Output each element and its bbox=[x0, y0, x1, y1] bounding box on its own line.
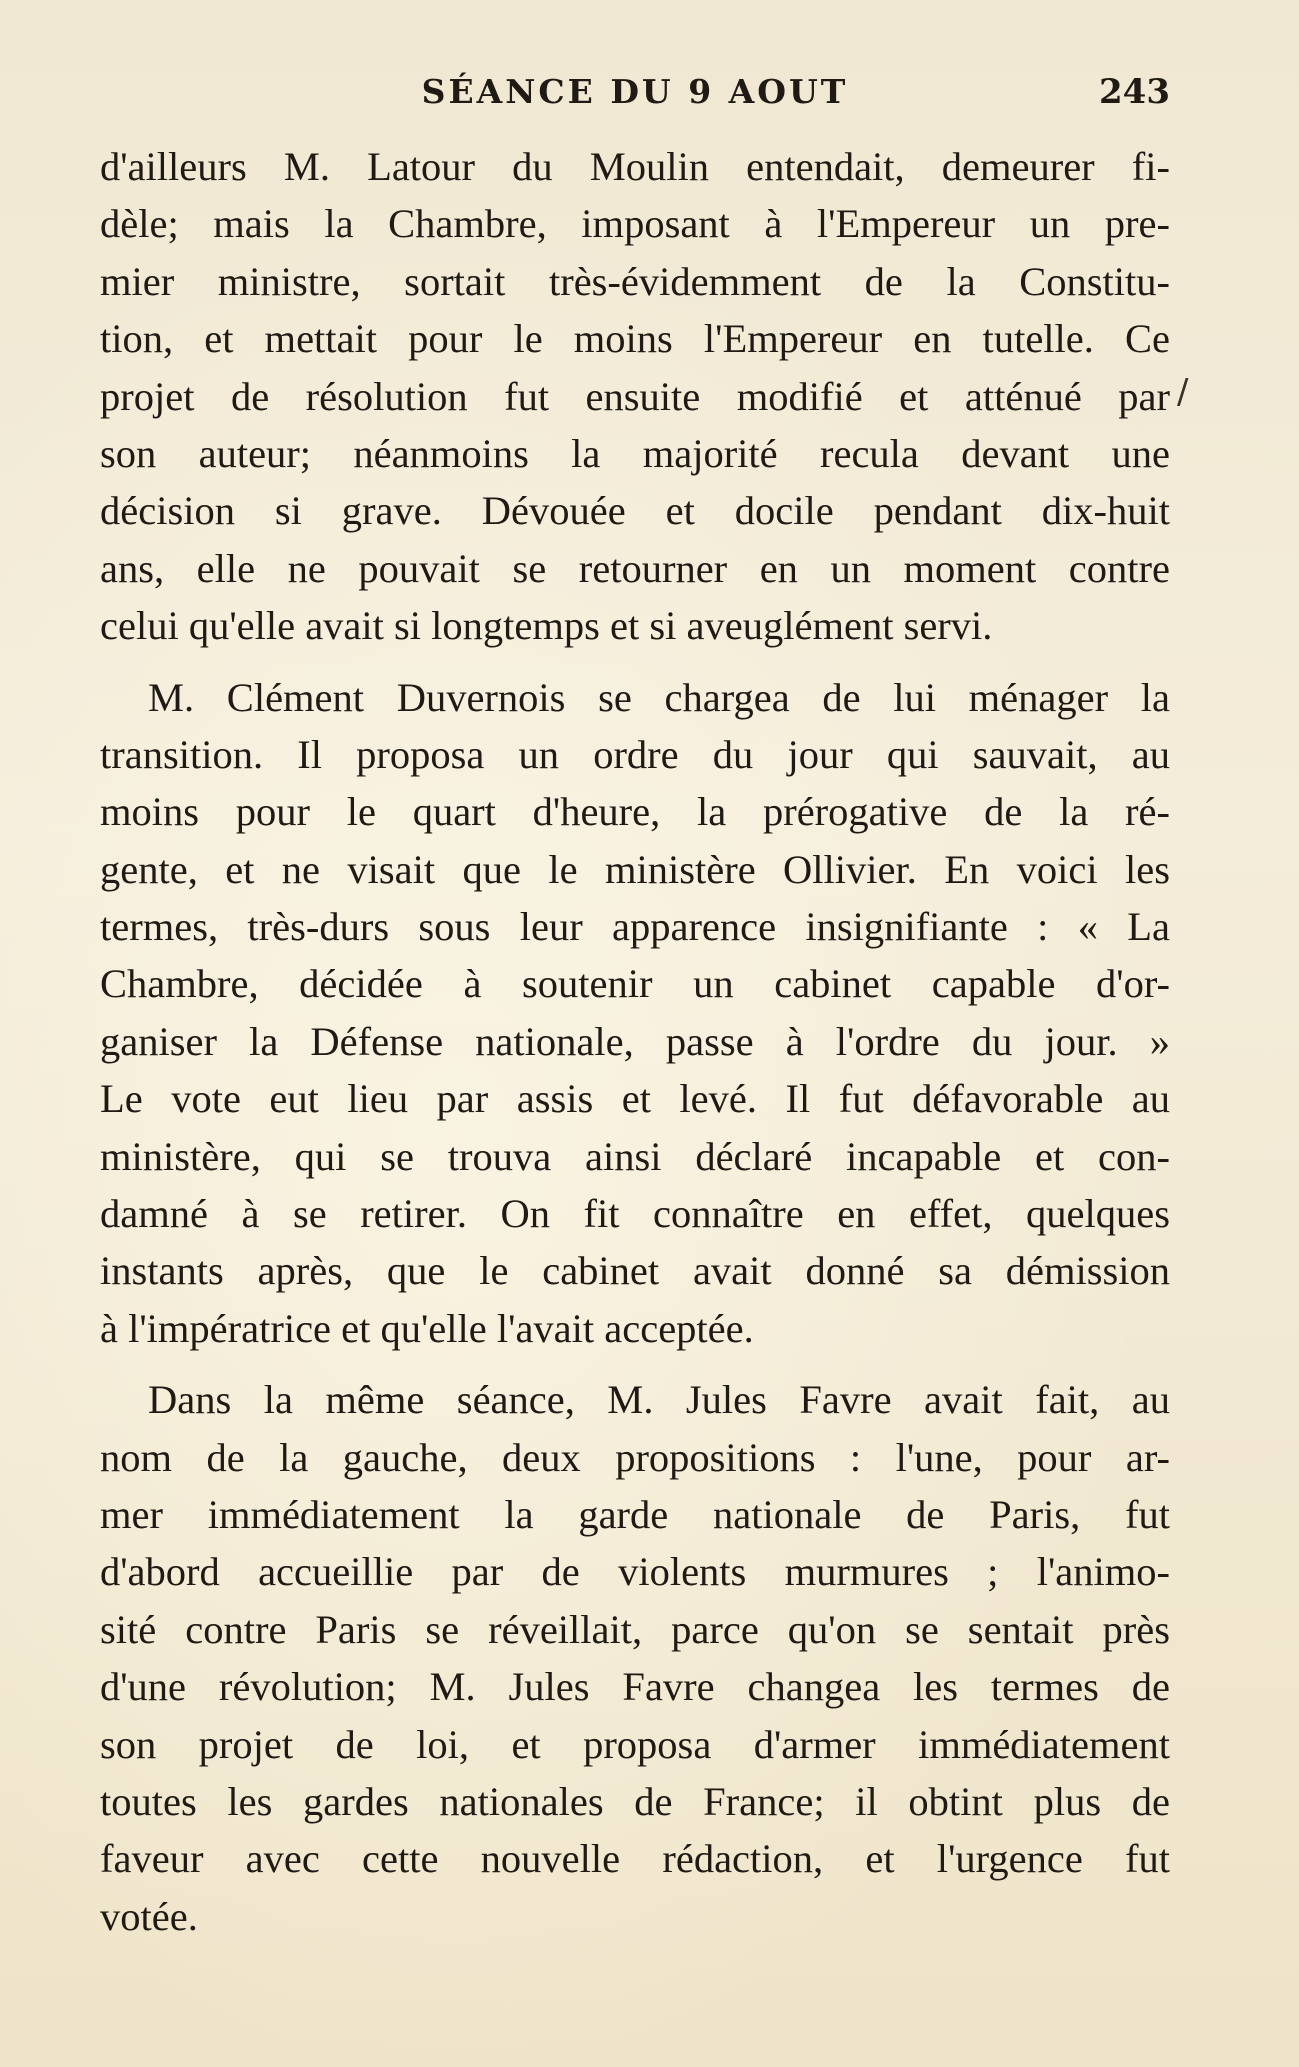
text-line: damné à se retirer. On fit connaître en effet, quelques bbox=[100, 1191, 1170, 1237]
text-line: moins pour le quart d'heure, la prérogative de la ré- bbox=[100, 789, 1170, 835]
paragraph-3 bbox=[100, 1371, 1170, 1945]
text-line: d'une révolution; M. Jules Favre changea les termes de bbox=[100, 1664, 1170, 1710]
text-line: gente, et ne visait que le ministère Ollivier. En voici les bbox=[100, 846, 1170, 892]
text-line: M. Clément Duvernois se chargea de lui ménager la bbox=[148, 674, 1170, 720]
text-line: celui qu'elle avait si longtemps et si aveuglément servi. bbox=[100, 603, 993, 649]
text-line: projet de résolution fut ensuite modifié et atténué par bbox=[100, 373, 1170, 419]
text-line: Le vote eut lieu par assis et levé. Il fut défavorable au bbox=[100, 1076, 1170, 1122]
text-line: sité contre Paris se réveillait, parce qu'on se sentait près bbox=[100, 1606, 1170, 1652]
text-line: tion, et mettait pour le moins l'Empereur en tutelle. Ce bbox=[100, 316, 1170, 362]
paragraph-1 bbox=[100, 138, 1170, 655]
text-line: ans, elle ne pouvait se retourner en un moment contre bbox=[100, 545, 1170, 591]
text-line: toutes les gardes nationales de France; il obtint plus de bbox=[100, 1778, 1170, 1824]
text-line: ganiser la Défense nationale, passe à l'ordre du jour. » bbox=[100, 1018, 1170, 1064]
text-line: faveur avec cette nouvelle rédaction, et l'urgence fut bbox=[100, 1836, 1170, 1882]
text-line: son auteur; néanmoins la majorité recula devant une bbox=[100, 430, 1170, 476]
text-line: Chambre, décidée à soutenir un cabinet capable d'or- bbox=[100, 961, 1170, 1007]
margin-annotation: / bbox=[1177, 372, 1189, 412]
text-line: instants après, que le cabinet avait donné sa démission bbox=[100, 1248, 1170, 1294]
text-line: d'abord accueillie par de violents murmures ; l'animo- bbox=[100, 1549, 1170, 1595]
text-line: dèle; mais la Chambre, imposant à l'Empereur un pre- bbox=[100, 201, 1170, 247]
text-line: à l'impératrice et qu'elle l'avait acceptée. bbox=[100, 1305, 754, 1351]
text-line: décision si grave. Dévouée et docile pendant dix-huit bbox=[100, 488, 1170, 534]
text-line: son projet de loi, et proposa d'armer immédiatement bbox=[100, 1721, 1170, 1767]
paragraph-2 bbox=[100, 669, 1170, 1358]
text-line: ministère, qui se trouva ainsi déclaré incapable et con- bbox=[100, 1133, 1170, 1179]
text-line: d'ailleurs M. Latour du Moulin entendait, demeurer fi- bbox=[100, 144, 1170, 189]
text-line: Dans la même séance, M. Jules Favre avait fait, au bbox=[148, 1377, 1170, 1423]
page-header bbox=[100, 62, 1170, 122]
running-title: SÉANCE DU 9 AOUT bbox=[421, 72, 849, 111]
text-line: termes, très-durs sous leur apparence insignifiante : « La bbox=[100, 904, 1170, 950]
text-line: nom de la gauche, deux propositions : l'une, pour ar- bbox=[100, 1434, 1170, 1480]
page-number: 243 bbox=[1099, 72, 1170, 112]
text-line: votée. bbox=[100, 1893, 198, 1939]
body-text bbox=[100, 138, 1170, 1959]
text-line: mier ministre, sortait très-évidemment de la Constitu- bbox=[100, 258, 1170, 304]
text-line: mer immédiatement la garde nationale de Paris, fut bbox=[100, 1491, 1170, 1537]
text-line: transition. Il proposa un ordre du jour qui sauvait, au bbox=[100, 731, 1170, 777]
